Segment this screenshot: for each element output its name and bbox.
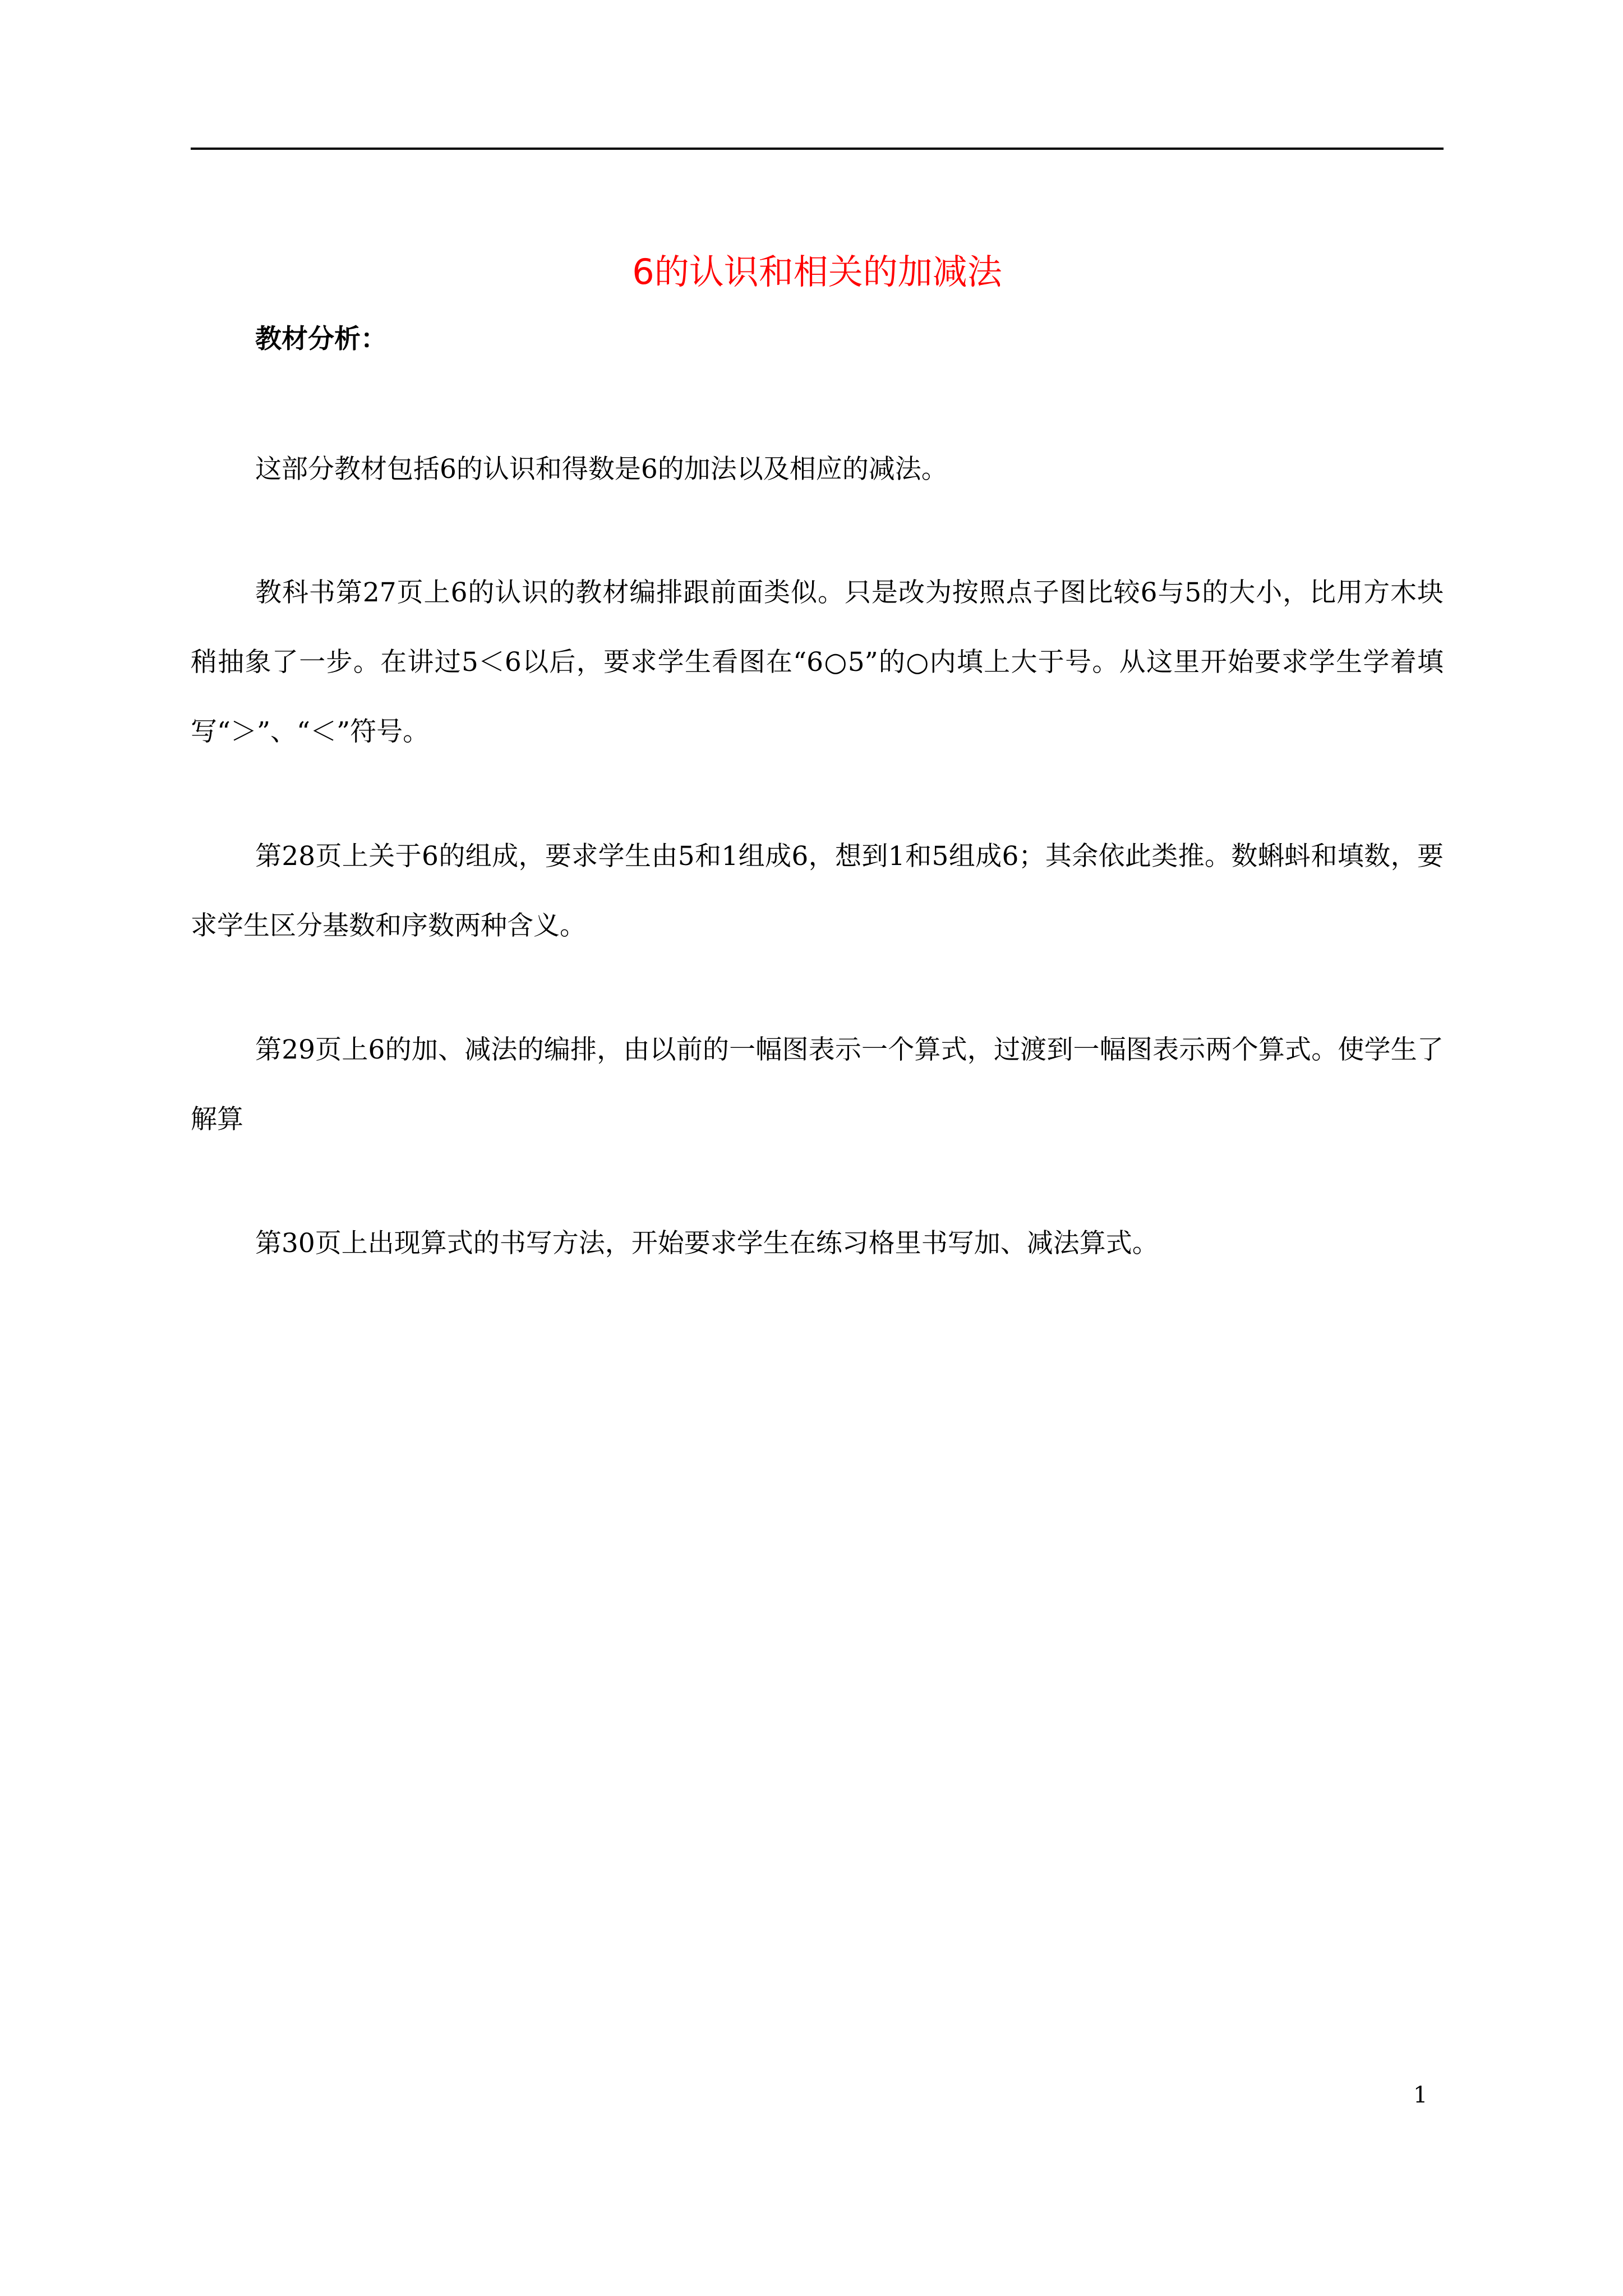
page-number: 1 [1413, 2082, 1428, 2108]
paragraph-5: 第30页上出现算式的书写方法，开始要求学生在练习格里书写加、减法算式。 [255, 1228, 1159, 1259]
paragraph-3: 第28页上关于6的组成，要求学生由5和1组成6，想到1和5组成6；其余依此类推。数蝌蚪和填数，要求学生区分基数和序数两种含义。 [191, 841, 1444, 941]
section-heading: 教材分析： [255, 324, 387, 355]
paragraph-1: 这部分教材包括6的认识和得数是6的加法以及相应的减法。 [255, 454, 948, 485]
document-title: 6的认识和相关的加减法 [632, 251, 1002, 292]
header-rule [191, 148, 1444, 150]
paragraph-4: 第29页上6的加、减法的编排，由以前的一幅图表示一个算式，过渡到一幅图表示两个算式。使学生了解算 [191, 1034, 1444, 1135]
paragraph-2: 教科书第27页上6的认识的教材编排跟前面类似。只是改为按照点子图比较6与5的大小，比用方木块稍抽象了一步。在讲过5＜6以后，要求学生看图在“6○5”的○内填上大于号。从这里开始要求学生学着填写“＞”、“＜”符号。 [191, 577, 1444, 747]
